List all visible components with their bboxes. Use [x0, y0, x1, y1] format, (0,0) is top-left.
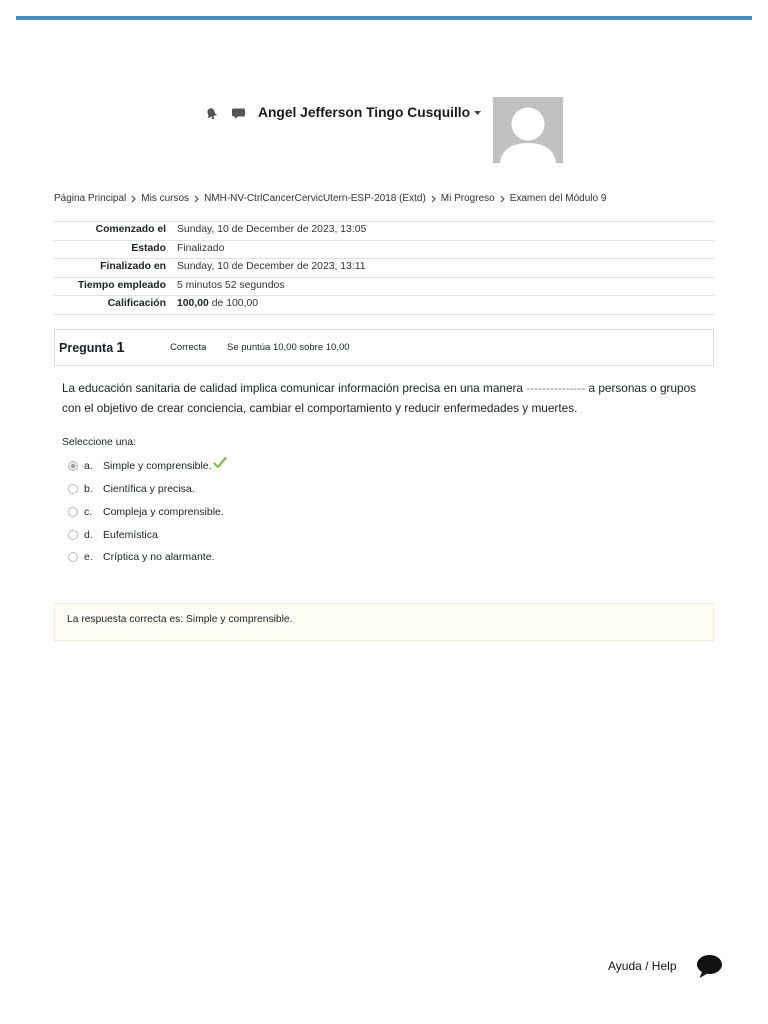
chevron-right-icon [500, 195, 505, 203]
caret-down-icon [474, 111, 481, 115]
breadcrumb-home[interactable]: Página Principal [54, 193, 127, 204]
summary-value: Finalizado [177, 242, 225, 254]
summary-row-started [54, 221, 714, 240]
chat-bubble-icon[interactable] [696, 954, 723, 979]
feedback-text: La respuesta correcta es: Simple y comprensible. [67, 614, 293, 625]
breadcrumb-my-progress[interactable]: Mi Progreso [440, 193, 495, 204]
option-radio[interactable] [68, 530, 78, 540]
question-text-after: a personas o grupos con el objetivo de crear conciencia, cambiar el comportamiento y reducir enfermedades y muertes. [62, 381, 697, 415]
option-letter: c. [84, 505, 93, 518]
summary-row-finished [54, 258, 714, 277]
summary-label: Estado [131, 242, 166, 254]
summary-row-grade [54, 295, 714, 315]
user-menu-toggle[interactable] [256, 95, 563, 165]
question-text-before: La educación sanitaria de calidad implica comunicar información precisa en una manera [62, 381, 523, 395]
bell-icon [205, 107, 218, 120]
answer-prompt: Seleccione una: [62, 437, 136, 448]
option-letter: e. [84, 551, 93, 564]
breadcrumb-quiz[interactable]: Examen del Módulo 9 [509, 193, 607, 204]
summary-value: Sunday, 10 de December de 2023, 13:05 [177, 224, 367, 236]
chevron-right-icon [131, 195, 136, 203]
answer-option-b [62, 478, 462, 501]
option-letter: a. [84, 460, 93, 473]
option-radio[interactable] [68, 461, 78, 471]
answer-option-a [62, 455, 462, 478]
user-name[interactable]: Angel Jefferson Tingo Cusquillo [258, 105, 471, 120]
answer-option-c [62, 501, 462, 524]
messages-button[interactable] [231, 107, 246, 120]
option-letter: d. [84, 528, 93, 541]
grade-score: 100,00 [177, 298, 209, 310]
question-heading: Pregunta [59, 341, 114, 355]
answer-options [62, 455, 462, 569]
summary-value: Sunday, 10 de December de 2023, 13:11 [177, 261, 366, 273]
chevron-right-icon [194, 195, 199, 203]
answer-option-e [62, 546, 462, 569]
breadcrumb-course[interactable]: NMH-NV-CtrlCancerCervicUtern-ESP-2018 (Extd) [204, 193, 426, 204]
option-text: Científica y precisa. [103, 483, 195, 496]
grade-out-of: de 100,00 [211, 298, 259, 310]
option-text: Compleja y comprensible. [103, 505, 224, 518]
option-radio[interactable] [68, 552, 78, 562]
option-text: Eufemística [103, 528, 158, 541]
summary-label: Comenzado el [95, 224, 166, 236]
summary-row-time-taken [54, 277, 714, 296]
question-grade: Se puntúa 10,00 sobre 10,00 [227, 342, 350, 353]
breadcrumb [54, 193, 606, 205]
attempt-summary-table [54, 221, 714, 315]
user-avatar-icon[interactable] [493, 97, 563, 163]
question-title [59, 339, 125, 357]
option-letter: b. [84, 483, 93, 496]
message-icon [231, 107, 246, 120]
question-state: Correcta [170, 342, 207, 353]
option-text: Críptica y no alarmante. [103, 551, 215, 564]
option-text: Simple y comprensible. [103, 460, 212, 473]
summary-label: Finalizado en [100, 261, 166, 273]
chevron-right-icon [431, 195, 436, 203]
correct-answer-feedback [54, 603, 714, 641]
option-radio[interactable] [68, 484, 78, 494]
page-header [0, 0, 768, 180]
question-text [62, 378, 707, 418]
question-number: 1 [116, 339, 125, 356]
question-info-box [54, 329, 714, 366]
answer-option-d [62, 523, 462, 546]
summary-row-state [54, 240, 714, 259]
option-radio[interactable] [68, 507, 78, 517]
help-link[interactable]: Ayuda / Help [608, 959, 677, 973]
summary-value: 5 minutos 52 segundos [177, 279, 285, 291]
question-blank: --------------- [526, 381, 586, 395]
notifications-button[interactable] [205, 107, 218, 120]
summary-label: Tiempo empleado [77, 279, 166, 291]
summary-label: Calificación [107, 298, 166, 310]
checkmark-icon [213, 456, 227, 470]
breadcrumb-my-courses[interactable]: Mis cursos [141, 193, 190, 204]
summary-value [171, 298, 258, 309]
